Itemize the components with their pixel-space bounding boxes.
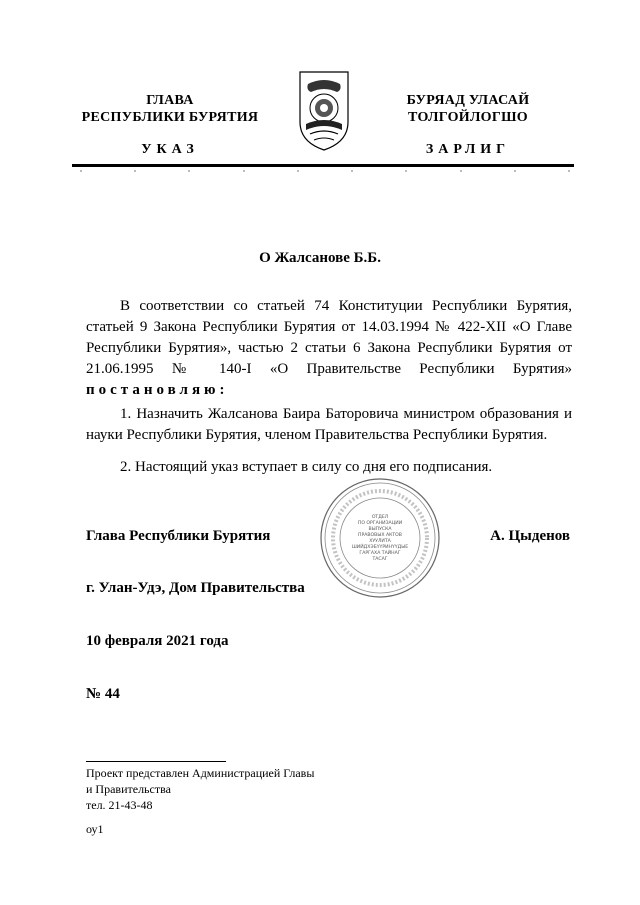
- header-right-title: [368, 92, 568, 126]
- stamp-line-6: ШИЙДХЭБҮҮРИНҮҮДЫЕ: [351, 545, 409, 550]
- header-left-line1: ГЛАВА: [146, 93, 194, 108]
- place-of-signing: г. Улан-Удэ, Дом Правительства: [86, 580, 305, 596]
- decree-word: постановляю:: [86, 382, 229, 398]
- footer-note: [86, 765, 314, 813]
- stamp-line-2: ПО ОРГАНИЗАЦИИ: [357, 521, 403, 526]
- decree-number: № 44: [86, 686, 120, 702]
- decree-title: О Жалсанове Б.Б.: [259, 250, 381, 266]
- doc-type-left: УКАЗ: [141, 142, 199, 157]
- header-dotted-line: [80, 170, 570, 172]
- footer-line-2: и Правительства: [86, 782, 171, 796]
- preamble-paragraph: [86, 296, 572, 401]
- stamp-line-4: ПРАВОВЫХ АКТОВ: [358, 533, 402, 538]
- stamp-line-5: ХУУЛИТА: [369, 539, 391, 544]
- footer-line-3: тел. 21-43-48: [86, 798, 153, 812]
- stamp-line-7: ГАРГАХА ТАЙНАГ: [359, 551, 401, 556]
- signatory-position: Глава Республики Бурятия: [86, 528, 271, 544]
- decree-item-2: 2. Настоящий указ вступает в силу со дня его подписания.: [120, 459, 493, 475]
- signatory-name: А. Цыденов: [490, 528, 570, 544]
- header-left-title: [70, 92, 270, 126]
- footer-line-1: Проект представлен Администрацией Главы: [86, 766, 315, 780]
- stamp-line-3: ВЫПУСКА: [368, 527, 392, 532]
- footer-code: оу1: [86, 822, 104, 836]
- decree-date: 10 февраля 2021 года: [86, 633, 229, 649]
- doc-type-right: ЗАРЛИГ: [425, 142, 511, 157]
- coat-of-arms-emblem: [292, 68, 356, 154]
- header-left-line2: РЕСПУБЛИКИ БУРЯТИЯ: [81, 110, 259, 125]
- header-right-line1: БУРЯАД УЛАСАЙ: [406, 93, 530, 108]
- footer-rule: [86, 761, 226, 762]
- decree-item-1: 1. Назначить Жалсанова Баира Баторовича министром образования и науки Республики Бурятия, членом Правительства Республики Бурятия.: [86, 406, 572, 443]
- stamp-line-8: ТАСАГ: [372, 557, 388, 562]
- official-round-stamp: [318, 476, 442, 600]
- header-rule-thick: [72, 164, 574, 167]
- preamble-text: В соответствии со статьей 74 Конституции Республики Бурятия, статьей 9 Закона Республики Бурятия от 14.03.1994 № 422-XII «О Главе Республики Бурятия», частью 2 статьи 6 Закона Республики Бурятия от 21.06.1995 № 140-I «О Правительстве Республики Бурятия»: [86, 298, 572, 377]
- stamp-line-1: ОТДЕЛ: [371, 515, 389, 520]
- header-right-line2: ТОЛГОЙЛОГШО: [408, 110, 528, 125]
